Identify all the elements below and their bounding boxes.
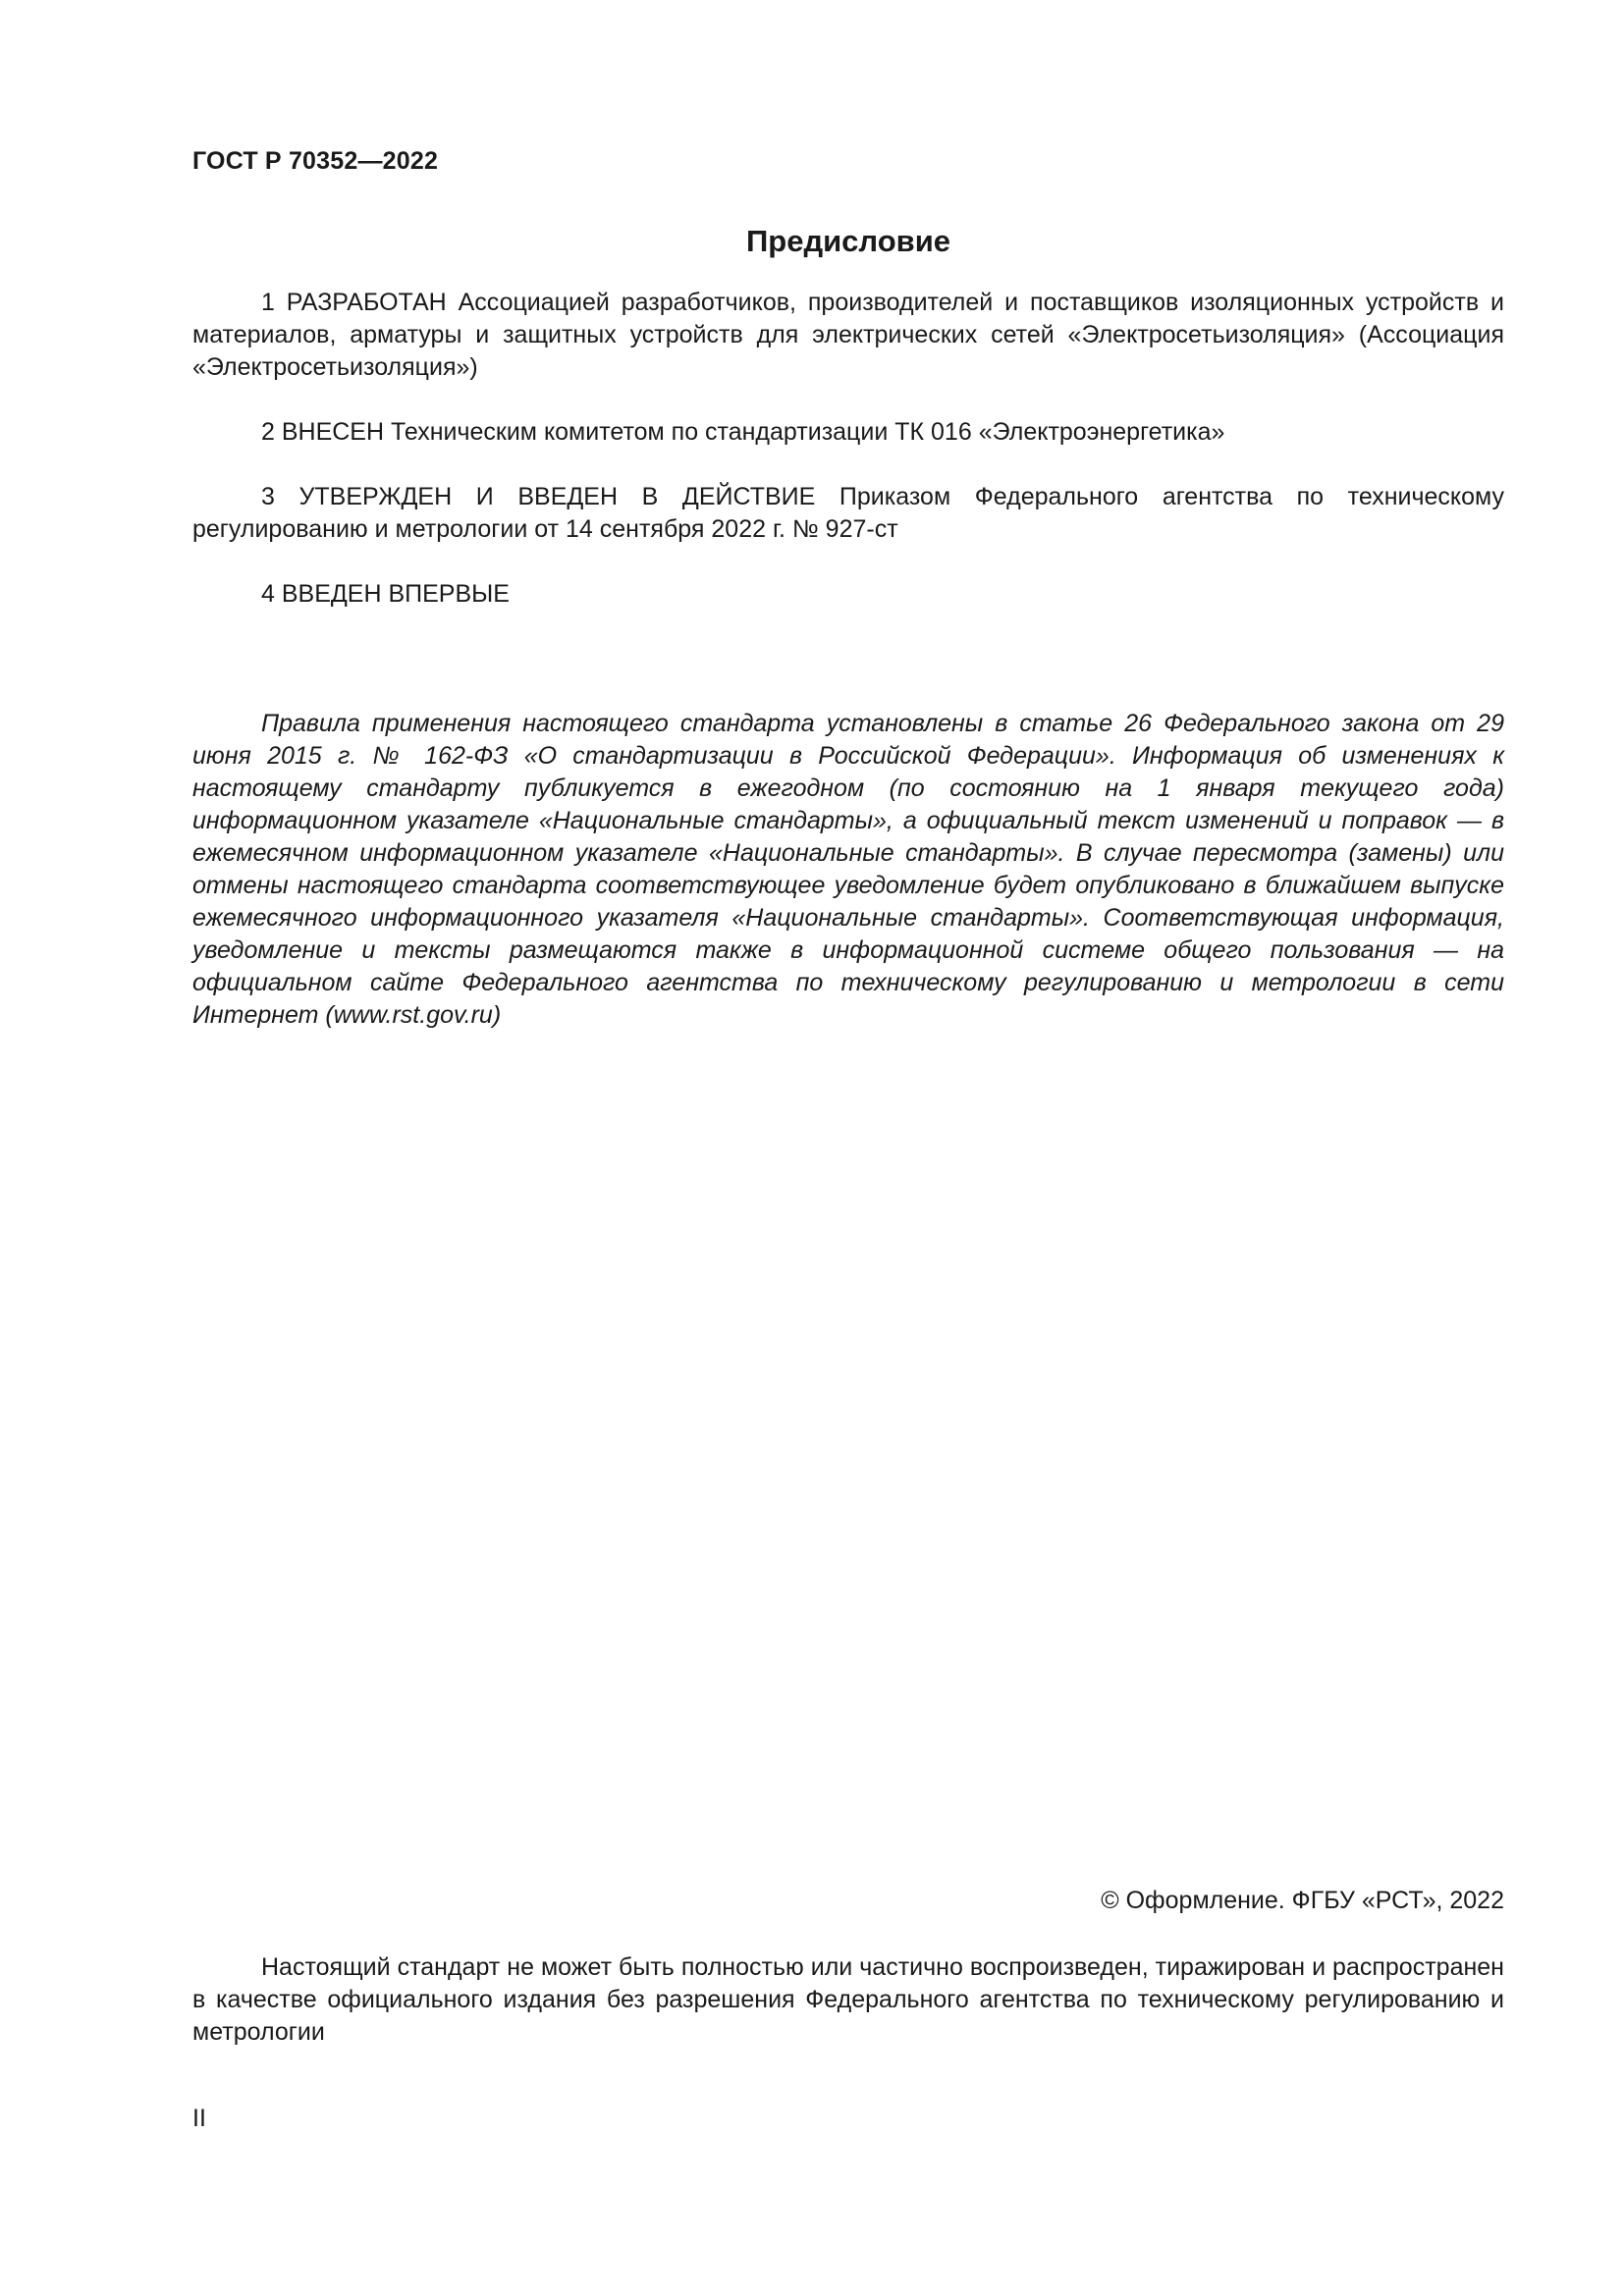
- standard-code-header: ГОСТ Р 70352—2022: [192, 147, 439, 175]
- page-number: II: [192, 2105, 206, 2132]
- foreword-item-3: 3 УТВЕРЖДЕН И ВВЕДЕН В ДЕЙСТВИЕ Приказом Федерального агентства по техническому регулированию и метрологии от 14 сентября 2022 г. № 927-ст: [192, 483, 1504, 543]
- foreword-item-2: 2 ВНЕСЕН Техническим комитетом по стандартизации ТК 016 «Электроэнергетика»: [261, 418, 1225, 446]
- reproduction-notice: Настоящий стандарт не может быть полностью или частично воспроизведен, тиражирован и распространен в качестве официального издания без разрешения Федерального агентства по техническому регулированию и метрологии: [192, 1953, 1504, 2046]
- foreword-item-1: 1 РАЗРАБОТАН Ассоциацией разработчиков, производителей и поставщиков изоляционных устройств и материалов, арматуры и защитных устройств для электрических сетей «Электросетьизоляция» (Ассоциация «Электросетьизоляция»): [192, 289, 1504, 381]
- rules-notice: Правила применения настоящего стандарта установлены в статье 26 Федерального закона от 29 июня 2015 г. № 162-ФЗ «О стандартизации в Российской Федерации». Информация об изменениях к настоящему стандарту публикуется в ежегодном (по состоянию на 1 января текущего года) информационном указателе «Национальные стандарты», а официальный текст изменений и поправок — в ежемесячном информационном указателе «Национальные стандарты». В случае пересмотра (замены) или отмены настоящего стандарта соответствующее уведомление будет опубликовано в ближайшем выпуске ежемесячного информационного указателя «Национальные стандарты». Соответствующая информация, уведомление и тексты размещаются также в информационной системе общего пользования — на официальном сайте Федерального агентства по техническому регулированию и метрологии в сети Интернет (www.rst.gov.ru): [192, 710, 1504, 1029]
- page-title: Предисловие: [745, 224, 950, 258]
- copyright-line: © Оформление. ФГБУ «РСТ», 2022: [1101, 1887, 1504, 1914]
- foreword-item-4: 4 ВВЕДЕН ВПЕРВЫЕ: [261, 580, 510, 608]
